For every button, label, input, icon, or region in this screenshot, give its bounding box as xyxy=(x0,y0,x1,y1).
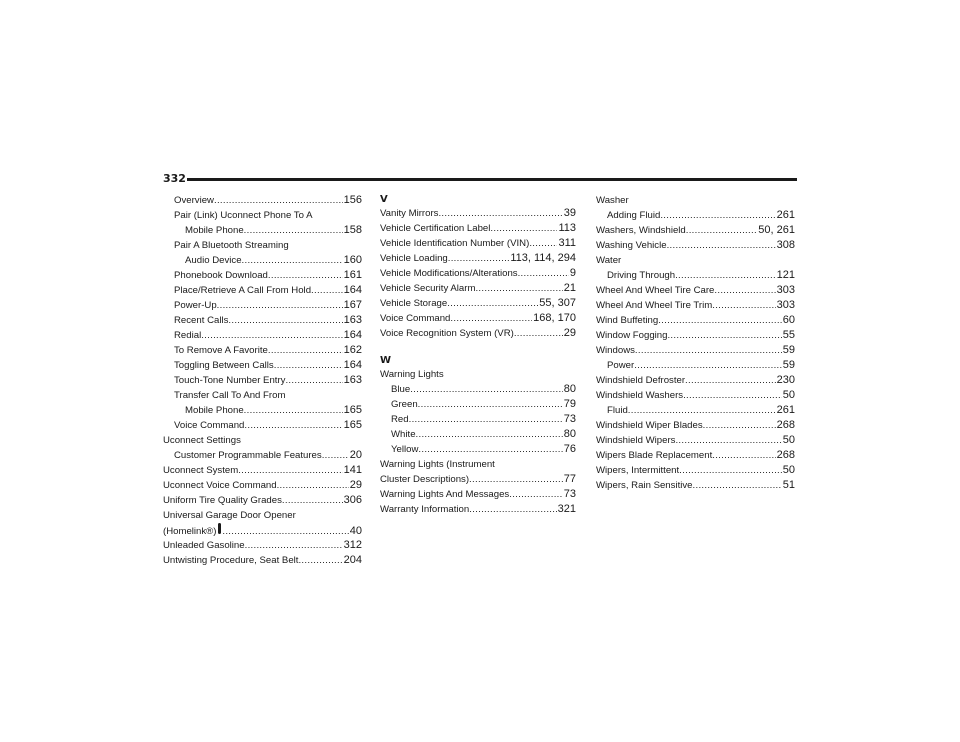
leader-dots xyxy=(712,448,775,463)
index-entry[interactable] xyxy=(596,343,795,358)
leader-dots xyxy=(675,433,781,448)
leader-dots xyxy=(490,221,557,236)
leader-dots xyxy=(228,313,342,328)
leader-dots xyxy=(277,478,349,493)
entry-page-ref[interactable]: 163 xyxy=(343,314,362,326)
leader-dots xyxy=(268,268,343,283)
leader-dots xyxy=(242,253,343,268)
entry-label: Overview xyxy=(174,195,214,206)
entry-page-ref[interactable]: 9 xyxy=(569,267,576,279)
leader-dots xyxy=(475,281,562,296)
entry-page-ref[interactable]: 165 xyxy=(343,419,362,431)
index-entry[interactable] xyxy=(163,283,362,298)
entry-label: Customer Programmable Features xyxy=(174,450,322,461)
entry-page-ref[interactable]: 311 xyxy=(558,237,576,249)
entry-label: Place/Retrieve A Call From Hold xyxy=(174,285,312,296)
entry-label: Phonebook Download xyxy=(174,270,268,281)
entry-label: White xyxy=(391,429,416,440)
leader-dots xyxy=(529,236,557,251)
index-column-3 xyxy=(596,193,795,493)
index-entry[interactable] xyxy=(163,523,362,538)
entry-label: Vehicle Storage xyxy=(380,298,448,309)
entry-page-ref[interactable]: 158 xyxy=(343,224,362,236)
index-entry[interactable] xyxy=(596,478,795,493)
entry-label: Voice Recognition System (VR) xyxy=(380,328,514,339)
index-subheading: Universal Garage Door Opener xyxy=(163,510,296,521)
index-entry[interactable] xyxy=(163,343,362,358)
leader-dots xyxy=(282,493,343,508)
leader-dots xyxy=(675,268,776,283)
entry-page-ref[interactable]: 59 xyxy=(782,359,795,371)
entry-page-ref[interactable]: 268 xyxy=(776,419,795,431)
leader-dots xyxy=(667,238,776,253)
entry-page-ref[interactable]: 164 xyxy=(343,359,362,371)
index-entry[interactable] xyxy=(380,281,576,296)
index-entry[interactable] xyxy=(380,206,576,221)
index-subheading: Water xyxy=(596,255,622,266)
entry-label: Uconnect Voice Command xyxy=(163,480,277,491)
index-entry[interactable] xyxy=(163,403,362,418)
entry-label: Uniform Tire Quality Grades xyxy=(163,495,282,506)
index-entry[interactable] xyxy=(163,358,362,373)
entry-label: Audio Device xyxy=(185,255,242,266)
leader-dots xyxy=(660,208,775,223)
entry-page-ref[interactable]: 50, 261 xyxy=(758,224,795,236)
index-entry[interactable] xyxy=(163,268,362,283)
entry-page-ref[interactable]: 121 xyxy=(776,269,795,281)
leader-dots xyxy=(685,373,776,388)
index-entry[interactable] xyxy=(380,296,576,311)
index-entry[interactable] xyxy=(380,382,576,397)
index-entry[interactable] xyxy=(380,236,576,251)
leader-dots xyxy=(703,418,776,433)
index-entry[interactable] xyxy=(163,493,362,508)
entry-label: Voice Command xyxy=(380,313,451,324)
leader-dots xyxy=(438,206,562,221)
entry-label: Wipers Blade Replacement xyxy=(596,450,713,461)
entry-label: Wheel And Wheel Tire Care xyxy=(596,285,715,296)
entry-label: Red xyxy=(391,414,409,425)
section-gap xyxy=(380,341,576,354)
entry-label: Cluster Descriptions) xyxy=(380,474,470,485)
index-entry[interactable] xyxy=(163,448,362,463)
leader-dots xyxy=(712,298,775,313)
index-entry[interactable] xyxy=(163,193,362,208)
leader-dots xyxy=(514,326,563,341)
entry-page-ref[interactable]: 77 xyxy=(563,473,576,485)
leader-dots xyxy=(416,427,563,442)
index-subheading: Washer xyxy=(596,195,629,206)
entry-label: Voice Command xyxy=(174,420,245,431)
index-entry[interactable] xyxy=(380,326,576,341)
leader-dots xyxy=(244,418,342,433)
index-entry[interactable] xyxy=(163,553,362,568)
index-entry[interactable] xyxy=(163,373,362,388)
entry-label: Power xyxy=(607,360,635,371)
entry-page-ref[interactable]: 160 xyxy=(343,254,362,266)
index-entry[interactable] xyxy=(596,268,795,283)
leader-dots xyxy=(450,311,532,326)
index-entry[interactable] xyxy=(596,238,795,253)
page-number: 332 xyxy=(163,172,186,185)
leader-dots xyxy=(268,343,343,358)
entry-label: Untwisting Procedure, Seat Belt xyxy=(163,555,299,566)
leader-dots xyxy=(509,487,563,502)
entry-page-ref[interactable]: 50 xyxy=(782,464,795,476)
entry-page-ref[interactable]: 79 xyxy=(563,398,576,410)
entry-label: Washers, Windshield xyxy=(596,225,686,236)
entry-label: Vanity Mirrors xyxy=(380,208,439,219)
entry-page-ref[interactable]: 113 xyxy=(558,222,576,234)
entry-page-ref[interactable]: 303 xyxy=(776,284,795,296)
entry-page-ref[interactable]: 321 xyxy=(557,503,576,515)
entry-label: (Homelink®) xyxy=(163,526,217,537)
index-entry[interactable] xyxy=(380,427,576,442)
entry-page-ref[interactable]: 168, 170 xyxy=(533,312,576,324)
entry-page-ref[interactable]: 50 xyxy=(782,389,795,401)
leader-dots xyxy=(447,296,538,311)
index-column-1 xyxy=(163,193,362,568)
entry-label: Driving Through xyxy=(607,270,676,281)
leader-dots xyxy=(274,358,343,373)
index-entry[interactable] xyxy=(596,223,795,238)
entry-label: Redial xyxy=(174,330,202,341)
leader-dots xyxy=(418,397,563,412)
leader-dots xyxy=(714,283,775,298)
entry-page-ref[interactable]: 164 xyxy=(343,329,362,341)
leader-dots xyxy=(322,448,349,463)
index-entry[interactable] xyxy=(380,266,576,281)
entry-page-ref[interactable]: 162 xyxy=(343,344,362,356)
entry-page-ref[interactable]: 261 xyxy=(776,404,795,416)
entry-page-ref[interactable]: 167 xyxy=(343,299,362,311)
index-entry[interactable] xyxy=(163,478,362,493)
index-subheading: Transfer Call To And From xyxy=(174,390,286,401)
index-entry[interactable] xyxy=(380,442,576,457)
index-entry[interactable] xyxy=(596,373,795,388)
index-subheading: Pair A Bluetooth Streaming xyxy=(174,240,289,251)
leader-dots xyxy=(634,358,782,373)
entry-page-ref[interactable]: 141 xyxy=(343,464,362,476)
leader-dots xyxy=(238,463,342,478)
section-letter: V xyxy=(380,194,388,205)
entry-label: Yellow xyxy=(391,444,419,455)
index-entry[interactable] xyxy=(380,311,576,326)
index-entry[interactable] xyxy=(596,208,795,223)
index-entry[interactable] xyxy=(596,358,795,373)
index-entry[interactable] xyxy=(163,298,362,313)
index-entry[interactable] xyxy=(380,487,576,502)
index-entry[interactable] xyxy=(596,433,795,448)
entry-label: Mobile Phone xyxy=(185,225,244,236)
entry-page-ref[interactable]: 163 xyxy=(343,374,362,386)
entry-label: Wheel And Wheel Tire Trim xyxy=(596,300,713,311)
entry-label: Vehicle Security Alarm xyxy=(380,283,476,294)
entry-label: Wipers, Intermittent xyxy=(596,465,680,476)
leader-dots xyxy=(628,403,776,418)
index-subheading: Warning Lights xyxy=(380,369,444,380)
entry-label: Wipers, Rain Sensitive xyxy=(596,480,693,491)
leader-dots xyxy=(298,553,342,568)
entry-page-ref[interactable]: 39 xyxy=(563,207,576,219)
index-entry[interactable] xyxy=(163,253,362,268)
entry-label: Adding Fluid xyxy=(607,210,661,221)
leader-dots xyxy=(667,328,781,343)
entry-page-ref[interactable]: 20 xyxy=(349,449,362,461)
entry-label: Blue xyxy=(391,384,411,395)
index-entry[interactable] xyxy=(163,418,362,433)
index-subheading: Uconnect Settings xyxy=(163,435,241,446)
leader-dots xyxy=(244,403,343,418)
entry-label: Unleaded Gasoline xyxy=(163,540,245,551)
entry-label: Warranty Information xyxy=(380,504,470,515)
index-entry[interactable] xyxy=(163,328,362,343)
entry-label: Windshield Defroster xyxy=(596,375,686,386)
section-letter: W xyxy=(380,355,392,366)
index-entry[interactable] xyxy=(380,397,576,412)
entry-label: Fluid xyxy=(607,405,628,416)
leader-dots xyxy=(285,373,342,388)
index-entry[interactable] xyxy=(596,448,795,463)
leader-dots xyxy=(679,463,782,478)
entry-page-ref[interactable]: 303 xyxy=(776,299,795,311)
entry-label: Windshield Wiper Blades xyxy=(596,420,703,431)
entry-page-ref[interactable]: 59 xyxy=(782,344,795,356)
entry-page-ref[interactable]: 73 xyxy=(563,413,576,425)
entry-label: Window Fogging xyxy=(596,330,668,341)
leader-dots xyxy=(518,266,569,281)
leader-dots xyxy=(693,478,782,493)
leader-dots xyxy=(658,313,782,328)
index-entry[interactable] xyxy=(380,412,576,427)
entry-label: Power-Up xyxy=(174,300,217,311)
index-entry[interactable] xyxy=(596,418,795,433)
entry-page-ref[interactable]: 29 xyxy=(563,327,576,339)
entry-page-ref[interactable]: 165 xyxy=(343,404,362,416)
entry-page-ref[interactable]: 29 xyxy=(349,479,362,491)
entry-page-ref[interactable]: 261 xyxy=(776,209,795,221)
entry-page-ref[interactable]: 80 xyxy=(563,428,576,440)
entry-page-ref[interactable]: 50 xyxy=(782,434,795,446)
index-entry[interactable] xyxy=(596,463,795,478)
index-entry[interactable] xyxy=(380,502,576,517)
entry-label: Mobile Phone xyxy=(185,405,244,416)
leader-dots xyxy=(448,251,510,266)
index-entry[interactable] xyxy=(596,313,795,328)
index-entry[interactable] xyxy=(380,251,576,266)
leader-dots xyxy=(311,283,343,298)
leader-dots xyxy=(683,388,782,403)
entry-label: To Remove A Favorite xyxy=(174,345,268,356)
index-entry[interactable] xyxy=(380,472,576,487)
entry-page-ref[interactable]: 73 xyxy=(563,488,576,500)
index-entry[interactable] xyxy=(596,403,795,418)
index-subheading: Pair (Link) Uconnect Phone To A xyxy=(174,210,313,221)
leader-dots xyxy=(686,223,758,238)
entry-label: Green xyxy=(391,399,418,410)
entry-page-ref[interactable]: 230 xyxy=(776,374,795,386)
entry-label: Vehicle Certification Label xyxy=(380,223,491,234)
entry-page-ref[interactable]: 76 xyxy=(563,443,576,455)
entry-page-ref[interactable]: 268 xyxy=(776,449,795,461)
index-subheading: Warning Lights (Instrument xyxy=(380,459,495,470)
entry-label: Touch-Tone Number Entry xyxy=(174,375,286,386)
entry-label: Windows xyxy=(596,345,635,356)
entry-page-ref[interactable]: 204 xyxy=(343,554,362,566)
index-entry[interactable] xyxy=(163,313,362,328)
entry-page-ref[interactable]: 55 xyxy=(782,329,795,341)
entry-label: Recent Calls xyxy=(174,315,229,326)
index-entry[interactable] xyxy=(163,463,362,478)
entry-label: Wind Buffeting xyxy=(596,315,659,326)
header-rule xyxy=(187,178,797,181)
entry-page-ref[interactable]: 161 xyxy=(343,269,362,281)
index-entry[interactable] xyxy=(380,221,576,236)
index-entry[interactable] xyxy=(596,328,795,343)
entry-label: Vehicle Identification Number (VIN) xyxy=(380,238,530,249)
entry-page-ref[interactable]: 312 xyxy=(343,539,362,551)
leader-dots xyxy=(222,524,348,538)
leader-dots xyxy=(217,298,343,313)
index-entry[interactable] xyxy=(163,538,362,553)
entry-page-ref[interactable]: 55, 307 xyxy=(539,297,576,309)
entry-page-ref[interactable]: 156 xyxy=(343,194,362,206)
leader-dots xyxy=(244,223,343,238)
entry-label: Windshield Wipers xyxy=(596,435,676,446)
index-column-2 xyxy=(380,193,576,517)
index-entry[interactable] xyxy=(596,283,795,298)
entry-page-ref[interactable]: 60 xyxy=(782,314,795,326)
index-entry[interactable] xyxy=(163,223,362,238)
index-entry[interactable] xyxy=(596,298,795,313)
entry-page-ref[interactable]: 40 xyxy=(349,525,362,537)
entry-page-ref[interactable]: 113, 114, 294 xyxy=(510,252,576,264)
entry-label: Windshield Washers xyxy=(596,390,684,401)
leader-dots xyxy=(201,328,342,343)
leader-dots xyxy=(418,442,562,457)
entry-page-ref[interactable]: 306 xyxy=(343,494,362,506)
entry-page-ref[interactable]: 164 xyxy=(343,284,362,296)
uconnect-play-icon xyxy=(218,523,221,534)
entry-label: Washing Vehicle xyxy=(596,240,667,251)
leader-dots xyxy=(635,343,782,358)
leader-dots xyxy=(410,382,563,397)
entry-page-ref[interactable]: 80 xyxy=(563,383,576,395)
leader-dots xyxy=(469,502,556,517)
entry-label: Warning Lights And Messages xyxy=(380,489,510,500)
entry-label: Vehicle Loading xyxy=(380,253,448,264)
entry-page-ref[interactable]: 21 xyxy=(563,282,576,294)
entry-label: Uconnect System xyxy=(163,465,239,476)
entry-label: Vehicle Modifications/Alterations xyxy=(380,268,518,279)
leader-dots xyxy=(245,538,343,553)
entry-page-ref[interactable]: 308 xyxy=(776,239,795,251)
leader-dots xyxy=(214,193,343,208)
leader-dots xyxy=(409,412,563,427)
index-entry[interactable] xyxy=(596,388,795,403)
leader-dots xyxy=(469,472,563,487)
entry-page-ref[interactable]: 51 xyxy=(782,479,795,491)
entry-label: Toggling Between Calls xyxy=(174,360,274,371)
